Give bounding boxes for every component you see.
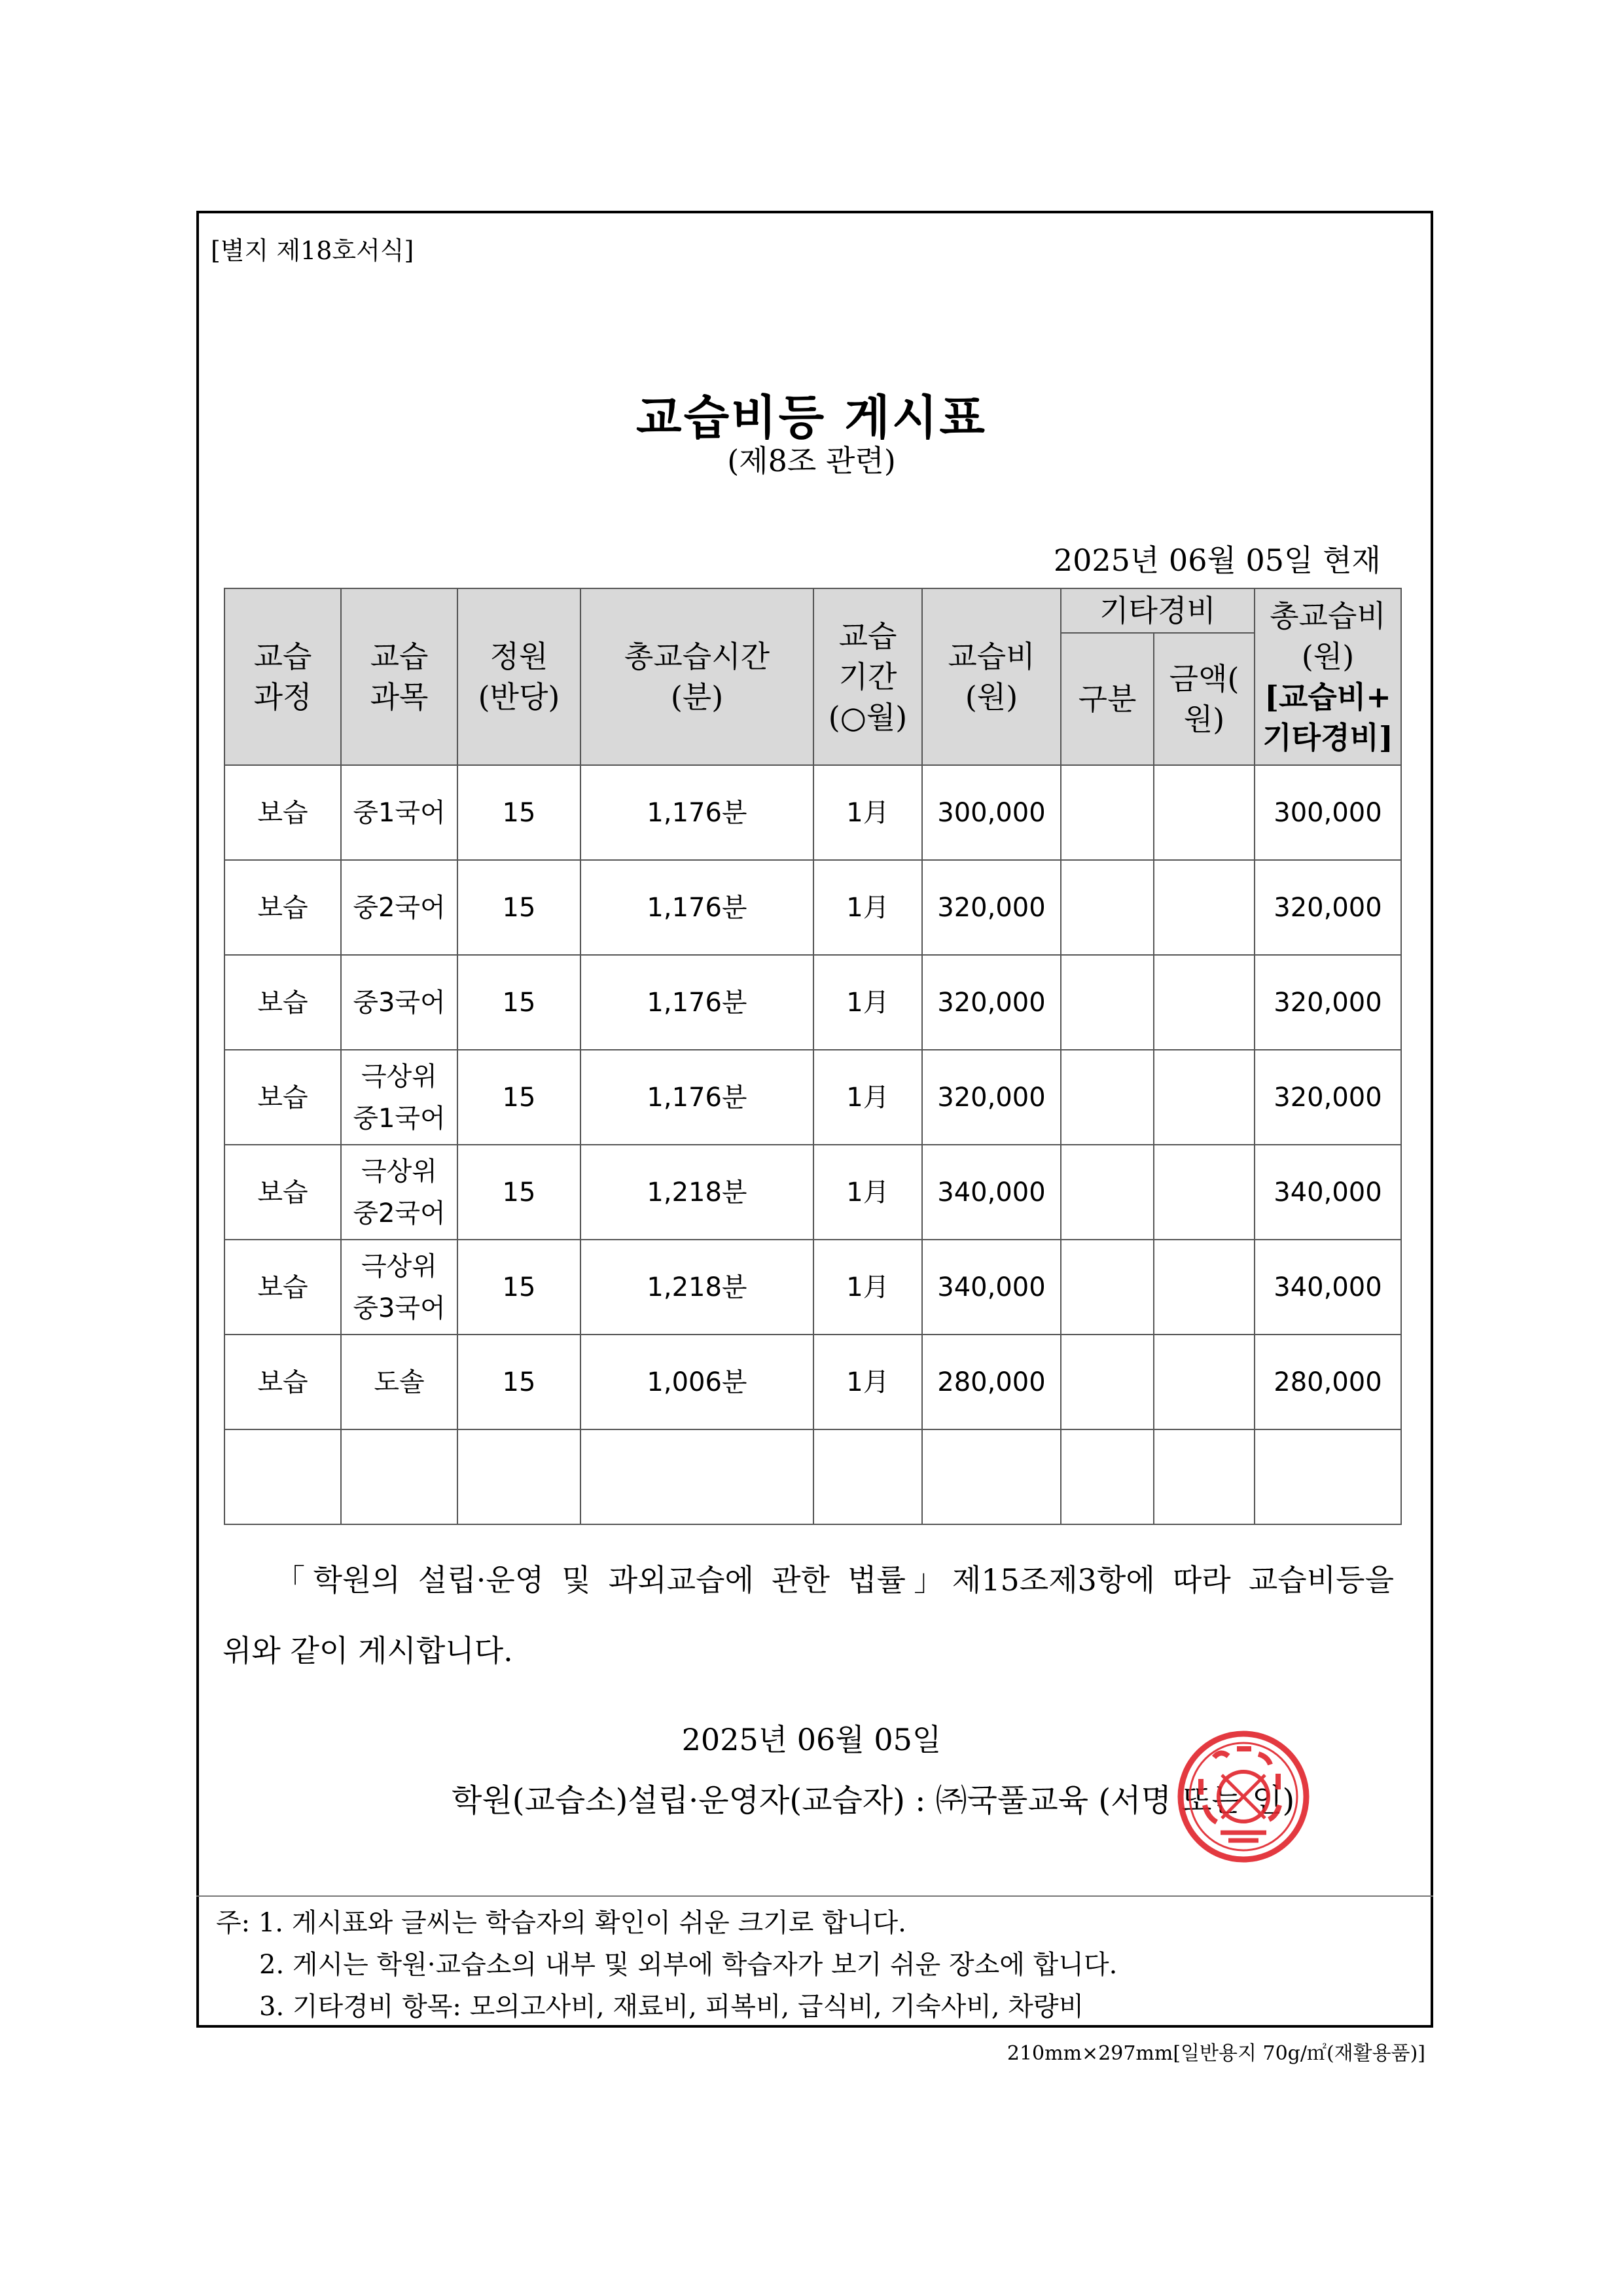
cell-capacity: 15	[457, 860, 580, 955]
cell-subject: 중3국어	[341, 955, 457, 1050]
cell-subject: 중2국어	[341, 860, 457, 955]
cell-other-amount	[1154, 765, 1255, 860]
cell-other-type	[1061, 1335, 1154, 1429]
cell-time: 1,006분	[580, 1335, 813, 1429]
paper-spec: 210mm×297mm[일반용지 70g/㎡(재활용품)]	[1007, 2042, 1425, 2065]
cell-other-type	[1061, 955, 1154, 1050]
form-reference: [별지 제18호서식]	[211, 236, 414, 265]
cell-subject: 도솔	[341, 1335, 457, 1429]
table-row	[224, 1145, 1401, 1240]
header-capacity: 정원 (반당)	[457, 588, 580, 765]
cell-time: 1,176분	[580, 1050, 813, 1145]
cell-fee: 300,000	[922, 765, 1061, 860]
notice-line-2: 위와 같이 게시합니다.	[223, 1633, 513, 1668]
cell-course: 보습	[224, 860, 341, 955]
cell-course: 보습	[224, 1145, 341, 1240]
cell-time	[580, 1429, 813, 1524]
table-row	[224, 765, 1401, 860]
header-other-amount: 금액( 원)	[1154, 633, 1255, 765]
header-period: 교습 기간 (○월)	[813, 588, 922, 765]
notes-section	[216, 1902, 1117, 2028]
cell-course: 보습	[224, 1240, 341, 1335]
note-2: 2. 게시는 학원·교습소의 내부 및 외부에 학습자가 보기 쉬운 장소에 합니다.	[259, 1950, 1118, 1980]
document-title: 교습비등 게시표	[636, 390, 987, 445]
cell-other-amount	[1154, 1050, 1255, 1145]
cell-capacity: 15	[457, 955, 580, 1050]
header-subject: 교습 과목	[341, 588, 457, 765]
cell-total: 320,000	[1255, 955, 1401, 1050]
cell-other-type	[1061, 1240, 1154, 1335]
cell-time: 1,176분	[580, 955, 813, 1050]
header-other-expenses: 기타경비	[1061, 588, 1255, 633]
cell-period: 1月	[813, 1145, 922, 1240]
signature-date: 2025년 06월 05일	[681, 1722, 942, 1757]
cell-capacity: 15	[457, 1145, 580, 1240]
cell-other-amount	[1154, 860, 1255, 955]
note-1: 주: 1. 게시표와 글씨는 학습자의 확인이 쉬운 크기로 합니다.	[216, 1908, 906, 1938]
cell-other-amount	[1154, 1240, 1255, 1335]
document-subtitle: (제8조 관련)	[727, 443, 896, 478]
fee-table	[224, 588, 1402, 1525]
header-total-fee: 총교습비 (원) [교습비+ 기타경비]	[1255, 588, 1401, 765]
cell-period: 1月	[813, 765, 922, 860]
cell-total: 280,000	[1255, 1335, 1401, 1429]
cell-capacity: 15	[457, 1335, 580, 1429]
cell-subject: 극상위 중1국어	[341, 1050, 457, 1145]
cell-other-type	[1061, 860, 1154, 955]
cell-total: 300,000	[1255, 765, 1401, 860]
cell-subject	[341, 1429, 457, 1524]
table-row	[224, 1429, 1401, 1524]
notice-paragraph	[223, 1545, 1394, 1686]
cell-other-amount	[1154, 1429, 1255, 1524]
cell-period: 1月	[813, 860, 922, 955]
cell-fee: 340,000	[922, 1145, 1061, 1240]
cell-subject: 중1국어	[341, 765, 457, 860]
cell-period	[813, 1429, 922, 1524]
cell-fee: 340,000	[922, 1240, 1061, 1335]
cell-total: 320,000	[1255, 1050, 1401, 1145]
header-total-time: 총교습시간 (분)	[580, 588, 813, 765]
company-seal-stamp	[1175, 1728, 1312, 1865]
cell-total: 320,000	[1255, 860, 1401, 955]
company-name: ㈜국풀교육	[935, 1782, 1089, 1819]
table-row	[224, 1240, 1401, 1335]
sign-or-seal-text: (서명 또는 인)	[1098, 1782, 1295, 1819]
cell-capacity: 15	[457, 765, 580, 860]
cell-period: 1月	[813, 1050, 922, 1145]
cell-period: 1月	[813, 1335, 922, 1429]
cell-total: 340,000	[1255, 1240, 1401, 1335]
cell-other-type	[1061, 1145, 1154, 1240]
cell-other-type	[1061, 1050, 1154, 1145]
cell-fee	[922, 1429, 1061, 1524]
cell-fee: 320,000	[922, 955, 1061, 1050]
cell-period: 1月	[813, 1240, 922, 1335]
header-course: 교습 과정	[224, 588, 341, 765]
cell-other-amount	[1154, 1335, 1255, 1429]
cell-fee: 320,000	[922, 860, 1061, 955]
cell-fee: 320,000	[922, 1050, 1061, 1145]
cell-capacity: 15	[457, 1050, 580, 1145]
cell-course	[224, 1429, 341, 1524]
table-row	[224, 955, 1401, 1050]
notes-divider	[196, 1895, 1433, 1897]
table-row	[224, 1335, 1401, 1429]
table-row	[224, 860, 1401, 955]
cell-subject: 극상위 중3국어	[341, 1240, 457, 1335]
cell-subject: 극상위 중2국어	[341, 1145, 457, 1240]
cell-total: 340,000	[1255, 1145, 1401, 1240]
table-row	[224, 1050, 1401, 1145]
cell-period: 1月	[813, 955, 922, 1050]
cell-course: 보습	[224, 765, 341, 860]
cell-other-amount	[1154, 1145, 1255, 1240]
cell-course: 보습	[224, 1335, 341, 1429]
note-3: 3. 기타경비 항목: 모의고사비, 재료비, 피복비, 급식비, 기숙사비, 차량비	[259, 1992, 1084, 2022]
cell-other-type	[1061, 1429, 1154, 1524]
cell-other-type	[1061, 765, 1154, 860]
cell-course: 보습	[224, 1050, 341, 1145]
cell-time: 1,176분	[580, 765, 813, 860]
cell-other-amount	[1154, 955, 1255, 1050]
cell-capacity	[457, 1429, 580, 1524]
cell-fee: 280,000	[922, 1335, 1061, 1429]
signature-line	[452, 1775, 1294, 1820]
notice-line-1: 「학원의 설립·운영 및 과외교습에 관한 법률」제15조제3항에 따라 교습비등을	[275, 1562, 1394, 1598]
cell-time: 1,176분	[580, 860, 813, 955]
header-fee: 교습비 (원)	[922, 588, 1061, 765]
as-of-date: 2025년 06월 05일 현재	[1053, 543, 1381, 578]
cell-course: 보습	[224, 955, 341, 1050]
cell-time: 1,218분	[580, 1145, 813, 1240]
cell-total	[1255, 1429, 1401, 1524]
signature-label: 학원(교습소)설립·운영자(교습자) :	[452, 1782, 926, 1819]
cell-time: 1,218분	[580, 1240, 813, 1335]
cell-capacity: 15	[457, 1240, 580, 1335]
header-other-type: 구분	[1061, 633, 1154, 765]
